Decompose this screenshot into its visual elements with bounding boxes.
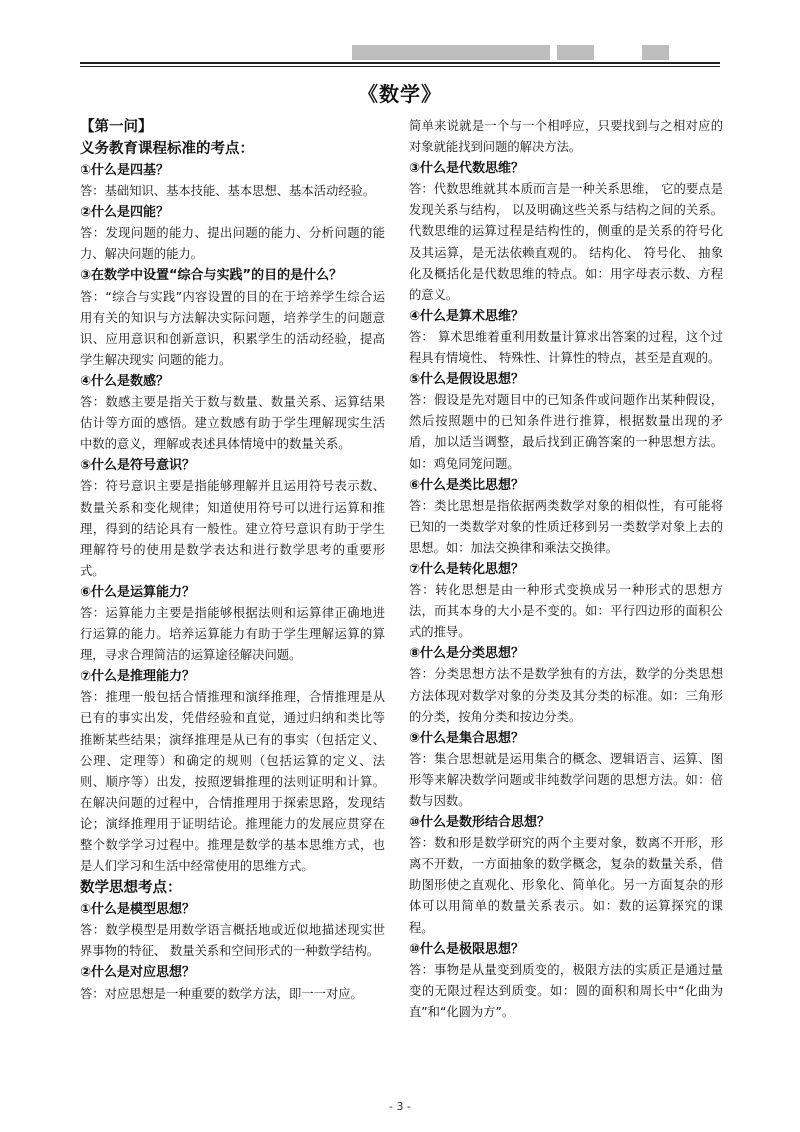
answer-text: 答：“综合与实践”内容设置的目的在于培养学生综合运用有关的知识与方法解决实际问题，培养学生的问题意识、应用意识和创新意识，积累学生的活动经验，提高学生解决现实 问题的能力。 [80,289,385,367]
header-bar-middle [557,45,594,60]
question-heading: ③在数学中设置“综合与实践”的目的是什么？ [80,268,343,284]
right-column [409,116,723,1023]
answer-text: 答：事物是从量变到质变的，极限方法的实质正是通过量变的无限过程达到质变。如：圆的面积和周长中“化曲为直”和“化圆为方”。 [409,962,723,1019]
answer-text: 答：集合思想就是运用集合的概念、逻辑语言、运算、图形等来解决数学问题或非纯数学问题的思想方法。如：倍数与因数。 [409,751,723,808]
header-rule [80,62,720,64]
question-heading: ⑤什么是符号意识？ [80,458,196,474]
question-heading: ⑦什么是推理能力？ [80,669,196,685]
question-heading: ②什么是对应思想？ [80,965,196,981]
answer-text: 答：数学模型是用数学语言概括地或近似地描述现实世界事物的特征、 数量关系和空间形式的一种数学结构。 [80,923,385,959]
answer-text: 答：转化思想是由一种形式变换成另一种形式的思想方法，而其本身的大小是不变的。如：平行四边形的面积公式的推导。 [409,583,723,640]
section-heading: 【第一问】 [80,119,153,135]
answer-text: 答：运算能力主要是指能够根据法则和运算律正确地进行运算的能力。培养运算能力有助于学生理解运算的算理，寻求合理简洁的运算途径解决问题。 [80,605,385,663]
question-heading: ②什么是四能？ [80,205,170,221]
question-heading: ③什么是代数思维？ [409,161,525,177]
left-column [80,116,385,1005]
section-heading: 数学思想考点： [80,880,182,897]
page-number: - 3 - [389,1100,411,1113]
answer-text: 答：基础知识、基本技能、基本思想、基本活动经验。 [80,184,376,199]
question-heading: ⑩什么是极限思想？ [409,941,525,957]
header-rule-thin [80,66,720,67]
answer-text: 答：假设是先对题目中的已知条件或问题作出某种假设，然后按照题中的已知条件进行推算，根据数量出现的矛盾，加以适当调整，最后找到正确答案的一种思想方法。如：鸡兔同笼问题。 [409,393,723,471]
question-heading: ⑨什么是集合思想？ [409,730,525,746]
question-heading: ①什么是模型思想？ [80,902,196,918]
answer-text: 答：代数思维就其本质而言是一种关系思维， 它的要点是发现关系与结构， 以及明确这些关系与结构之间的关系。 代数思维的运算过程是结构性的，侧重的是关系的符号化及其运算，是无法依赖直观的。 结构化、 符号化、 抽象化及概括化是代数思维的特点。如：用字母表示数、方程的意义。 [409,182,723,302]
question-heading: ⑦什么是转化思想？ [409,561,525,577]
question-heading: ⑥什么是运算能力？ [80,584,196,600]
answer-text: 答：发现问题的能力、提出问题的能力、分析问题的能力、解决问题的能力。 [80,226,385,262]
header-bar-right [642,45,669,60]
question-heading: ⑥什么是类比思想？ [409,477,525,493]
question-heading: ⑧什么是分类思想？ [409,646,525,662]
answer-text: 答：数感主要是指关于数与数量、数量关系、运算结果估计等方面的感悟。建立数感有助于学生理解现实生活中数的意义，理解或表述具体情境中的数量关系。 [80,395,385,452]
answer-text: 答：数和形是数学研究的两个主要对象，数离不开形，形离不开数，一方面抽象的数学概念，复杂的数量关系，借助图形使之直观化、形象化、简单化。另一方面复杂的形体可以用简单的数量关系表示。如：数的运算探究的课程。 [409,836,723,935]
answer-text: 简单来说就是一个与一个相呼应，只要找到与之相对应的对象就能找到问题的解决方法。 [409,119,723,155]
header-bar-left [352,45,550,60]
page-title: 《数学》 [358,82,442,106]
answer-text: 答：推理一般包括合情推理和演绎推理，合情推理是从已有的事实出发，凭借经验和直觉，通过归纳和类比等推断某些结果；演绎推理是从已有的事实（包括定义、公理、定理等）和确定的规则（包括运算的定义、法则、顺序等）出发，按照逻辑推理的法则证明和计算。在解决问题的过程中，合情推理用于探索思路，发现结论；演绎推理用于证明结论。推理能力的发展应贯穿在整个数学学习过程中。推理是数学的基本思维方式，也是人们学习和生活中经常使用的思维方式。 [80,690,385,874]
question-heading: ①什么是四基？ [80,163,170,178]
section-heading: 义务教育课程标准的考点： [80,141,254,157]
answer-text: 答：符号意识主要是指能够理解并且运用符号表示数、数量关系和变化规律；知道使用符号可以进行运算和推理，得到的结论具有一般性。建立符号意识有助于学生理解符号的使用是数学表达和进行数学思考的重要形式。 [80,479,385,578]
answer-text: 答：分类思想方法不是数学独有的方法，数学的分类思想方法体现对数学对象的分类及其分类的标准。如：三角形的分类，按角分类和按边分类。 [409,667,723,724]
question-heading: ④什么是数感？ [80,373,170,389]
answer-text: 答：对应思想是一种重要的数学方法，即一一对应。 [80,986,363,1001]
question-heading: ⑩什么是数形结合思想？ [409,815,551,831]
question-heading: ⑤什么是假设思想？ [409,372,525,388]
answer-text: 答：类比思想是指依据两类数学对象的相似性，有可能将已知的一类数学对象的性质迁移到另一类数学对象上去的思想。如：加法交换律和乘法交换律。 [409,498,723,555]
question-heading: ④什么是算术思维？ [409,308,525,324]
answer-text: 答： 算术思维着重利用数量计算求出答案的过程，这个过程具有情境性、 特殊性、计算性的特点，甚至是直观的。 [409,329,723,366]
